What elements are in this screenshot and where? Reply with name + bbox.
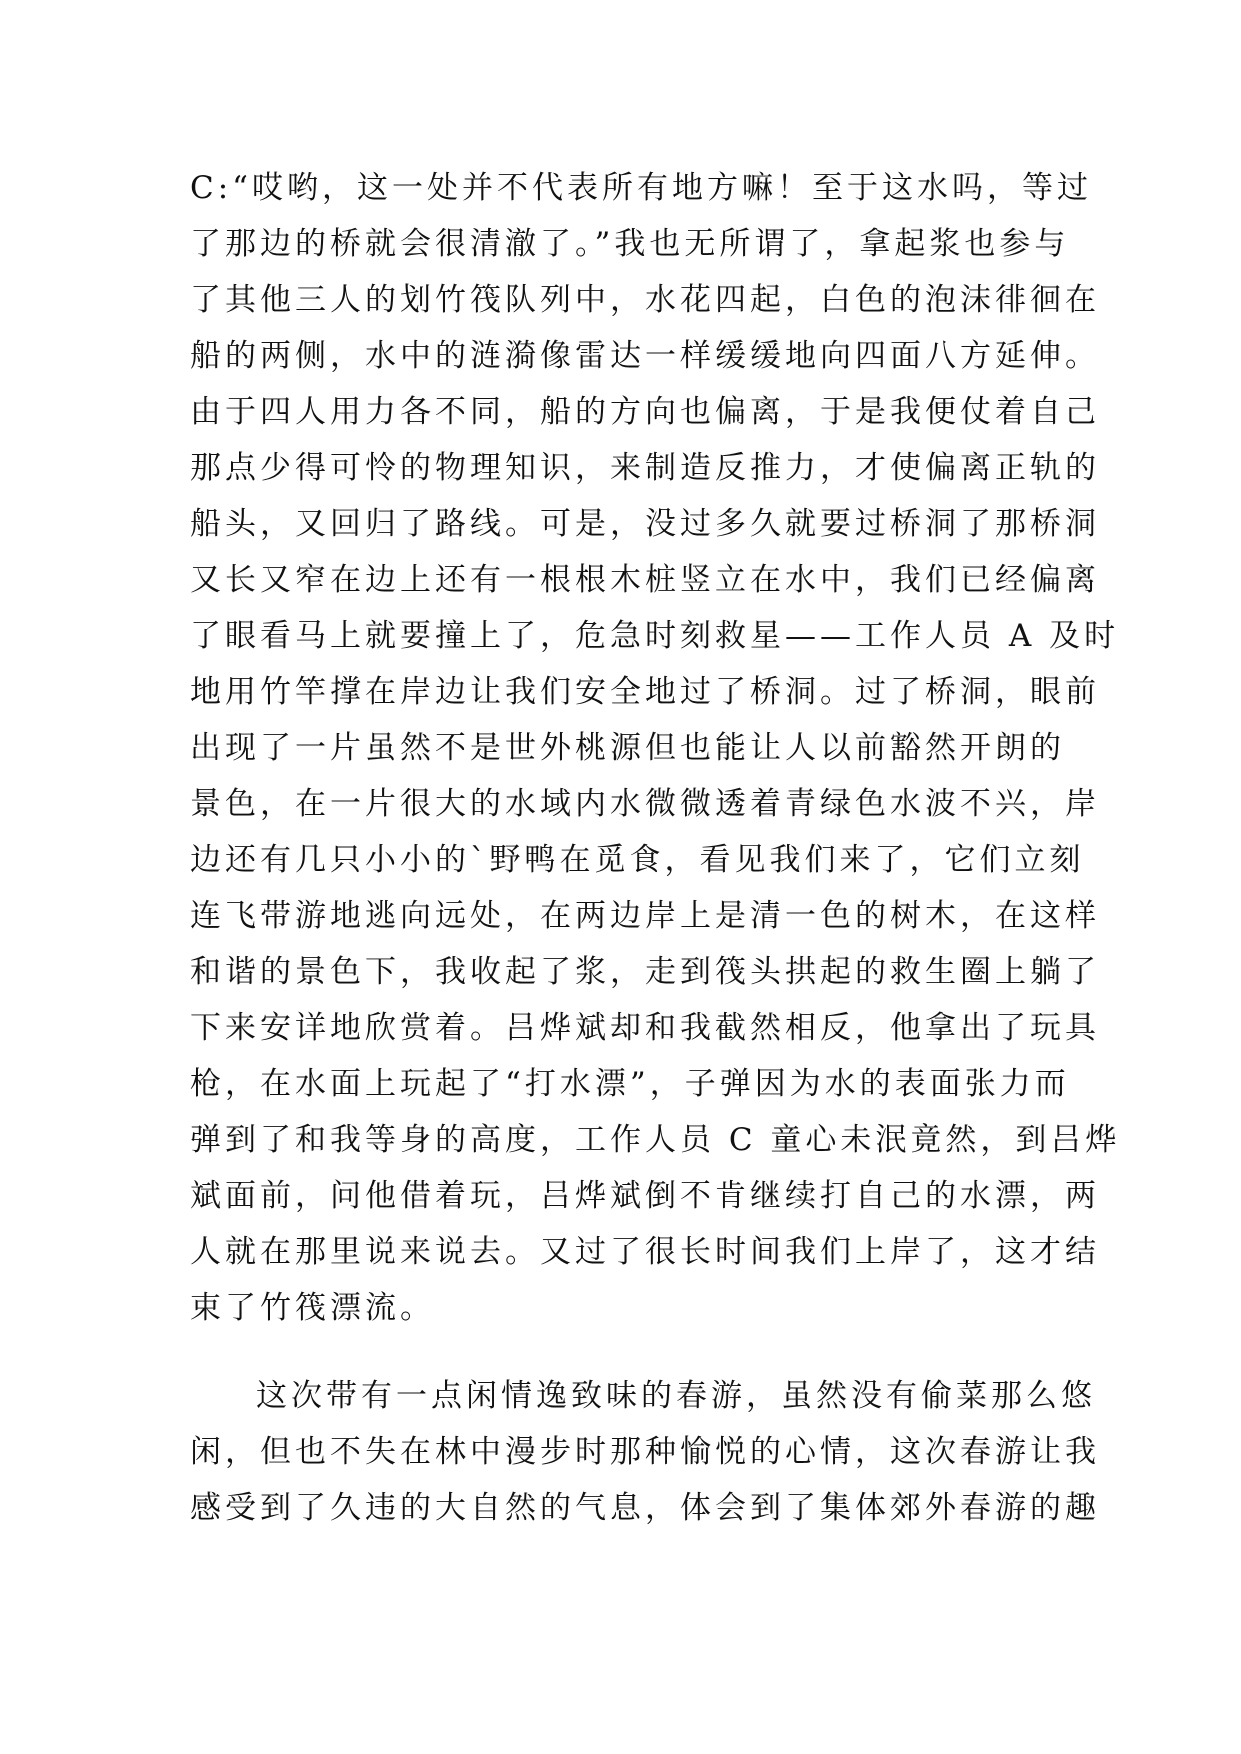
text-line: 由于四人用力各不同，船的方向也偏离，于是我便仗着自己	[190, 394, 1100, 430]
text-line: 了其他三人的划竹筏队列中，水花四起，白色的泡沫徘徊在	[190, 282, 1100, 318]
text-line: 这次带有一点闲情逸致味的春游，虽然没有偷菜那么悠	[256, 1378, 1096, 1414]
text-line: 了那边的桥就会很清澈了。”我也无所谓了，拿起浆也参与	[190, 226, 1070, 262]
text-line: 枪，在水面上玩起了“打水漂”，子弹因为水的表面张力而	[190, 1066, 1070, 1102]
text-line: 那点少得可怜的物理知识，来制造反推力，才使偏离正轨的	[190, 450, 1100, 486]
text-line: 出现了一片虽然不是世外桃源但也能让人以前豁然开朗的	[190, 730, 1065, 766]
text-line: C:“哎哟，这一处并不代表所有地方嘛！至于这水吗，等过	[190, 170, 1093, 206]
text-line: 人就在那里说来说去。又过了很长时间我们上岸了，这才结	[190, 1234, 1100, 1270]
text-line: 连飞带游地逃向远处，在两边岸上是清一色的树木，在这样	[190, 898, 1100, 934]
text-line: 了眼看马上就要撞上了，危急时刻救星——工作人员 A 及时	[190, 618, 1120, 654]
text-line: 和谐的景色下，我收起了浆，走到筏头拱起的救生圈上躺了	[190, 954, 1100, 990]
text-line: 弹到了和我等身的高度，工作人员 C 童心未泯竟然，到吕烨	[190, 1122, 1121, 1158]
paragraph-2	[190, 1368, 1100, 1536]
text-line: 船头，又回归了路线。可是，没过多久就要过桥洞了那桥洞	[190, 506, 1100, 542]
text-line: 感受到了久违的大自然的气息，体会到了集体郊外春游的趣	[190, 1490, 1100, 1526]
text-line: 船的两侧，水中的涟漪像雷达一样缓缓地向四面八方延伸。	[190, 338, 1100, 374]
paragraph-1	[190, 160, 1121, 1336]
text-line: 又长又窄在边上还有一根根木桩竖立在水中，我们已经偏离	[190, 562, 1100, 598]
text-line: 斌面前，问他借着玩，吕烨斌倒不肯继续打自己的水漂，两	[190, 1178, 1100, 1214]
text-line: 景色，在一片很大的水域内水微微透着青绿色水波不兴，岸	[190, 786, 1100, 822]
text-line: 地用竹竿撑在岸边让我们安全地过了桥洞。过了桥洞，眼前	[190, 674, 1100, 710]
text-line: 闲，但也不失在林中漫步时那种愉悦的心情，这次春游让我	[190, 1434, 1100, 1470]
text-line: 边还有几只小小的`野鸭在觅食，看见我们来了，它们立刻	[190, 842, 1085, 878]
text-line: 下来安详地欣赏着。吕烨斌却和我截然相反，他拿出了玩具	[190, 1010, 1100, 1046]
text-line: 束了竹筏漂流。	[190, 1290, 435, 1326]
